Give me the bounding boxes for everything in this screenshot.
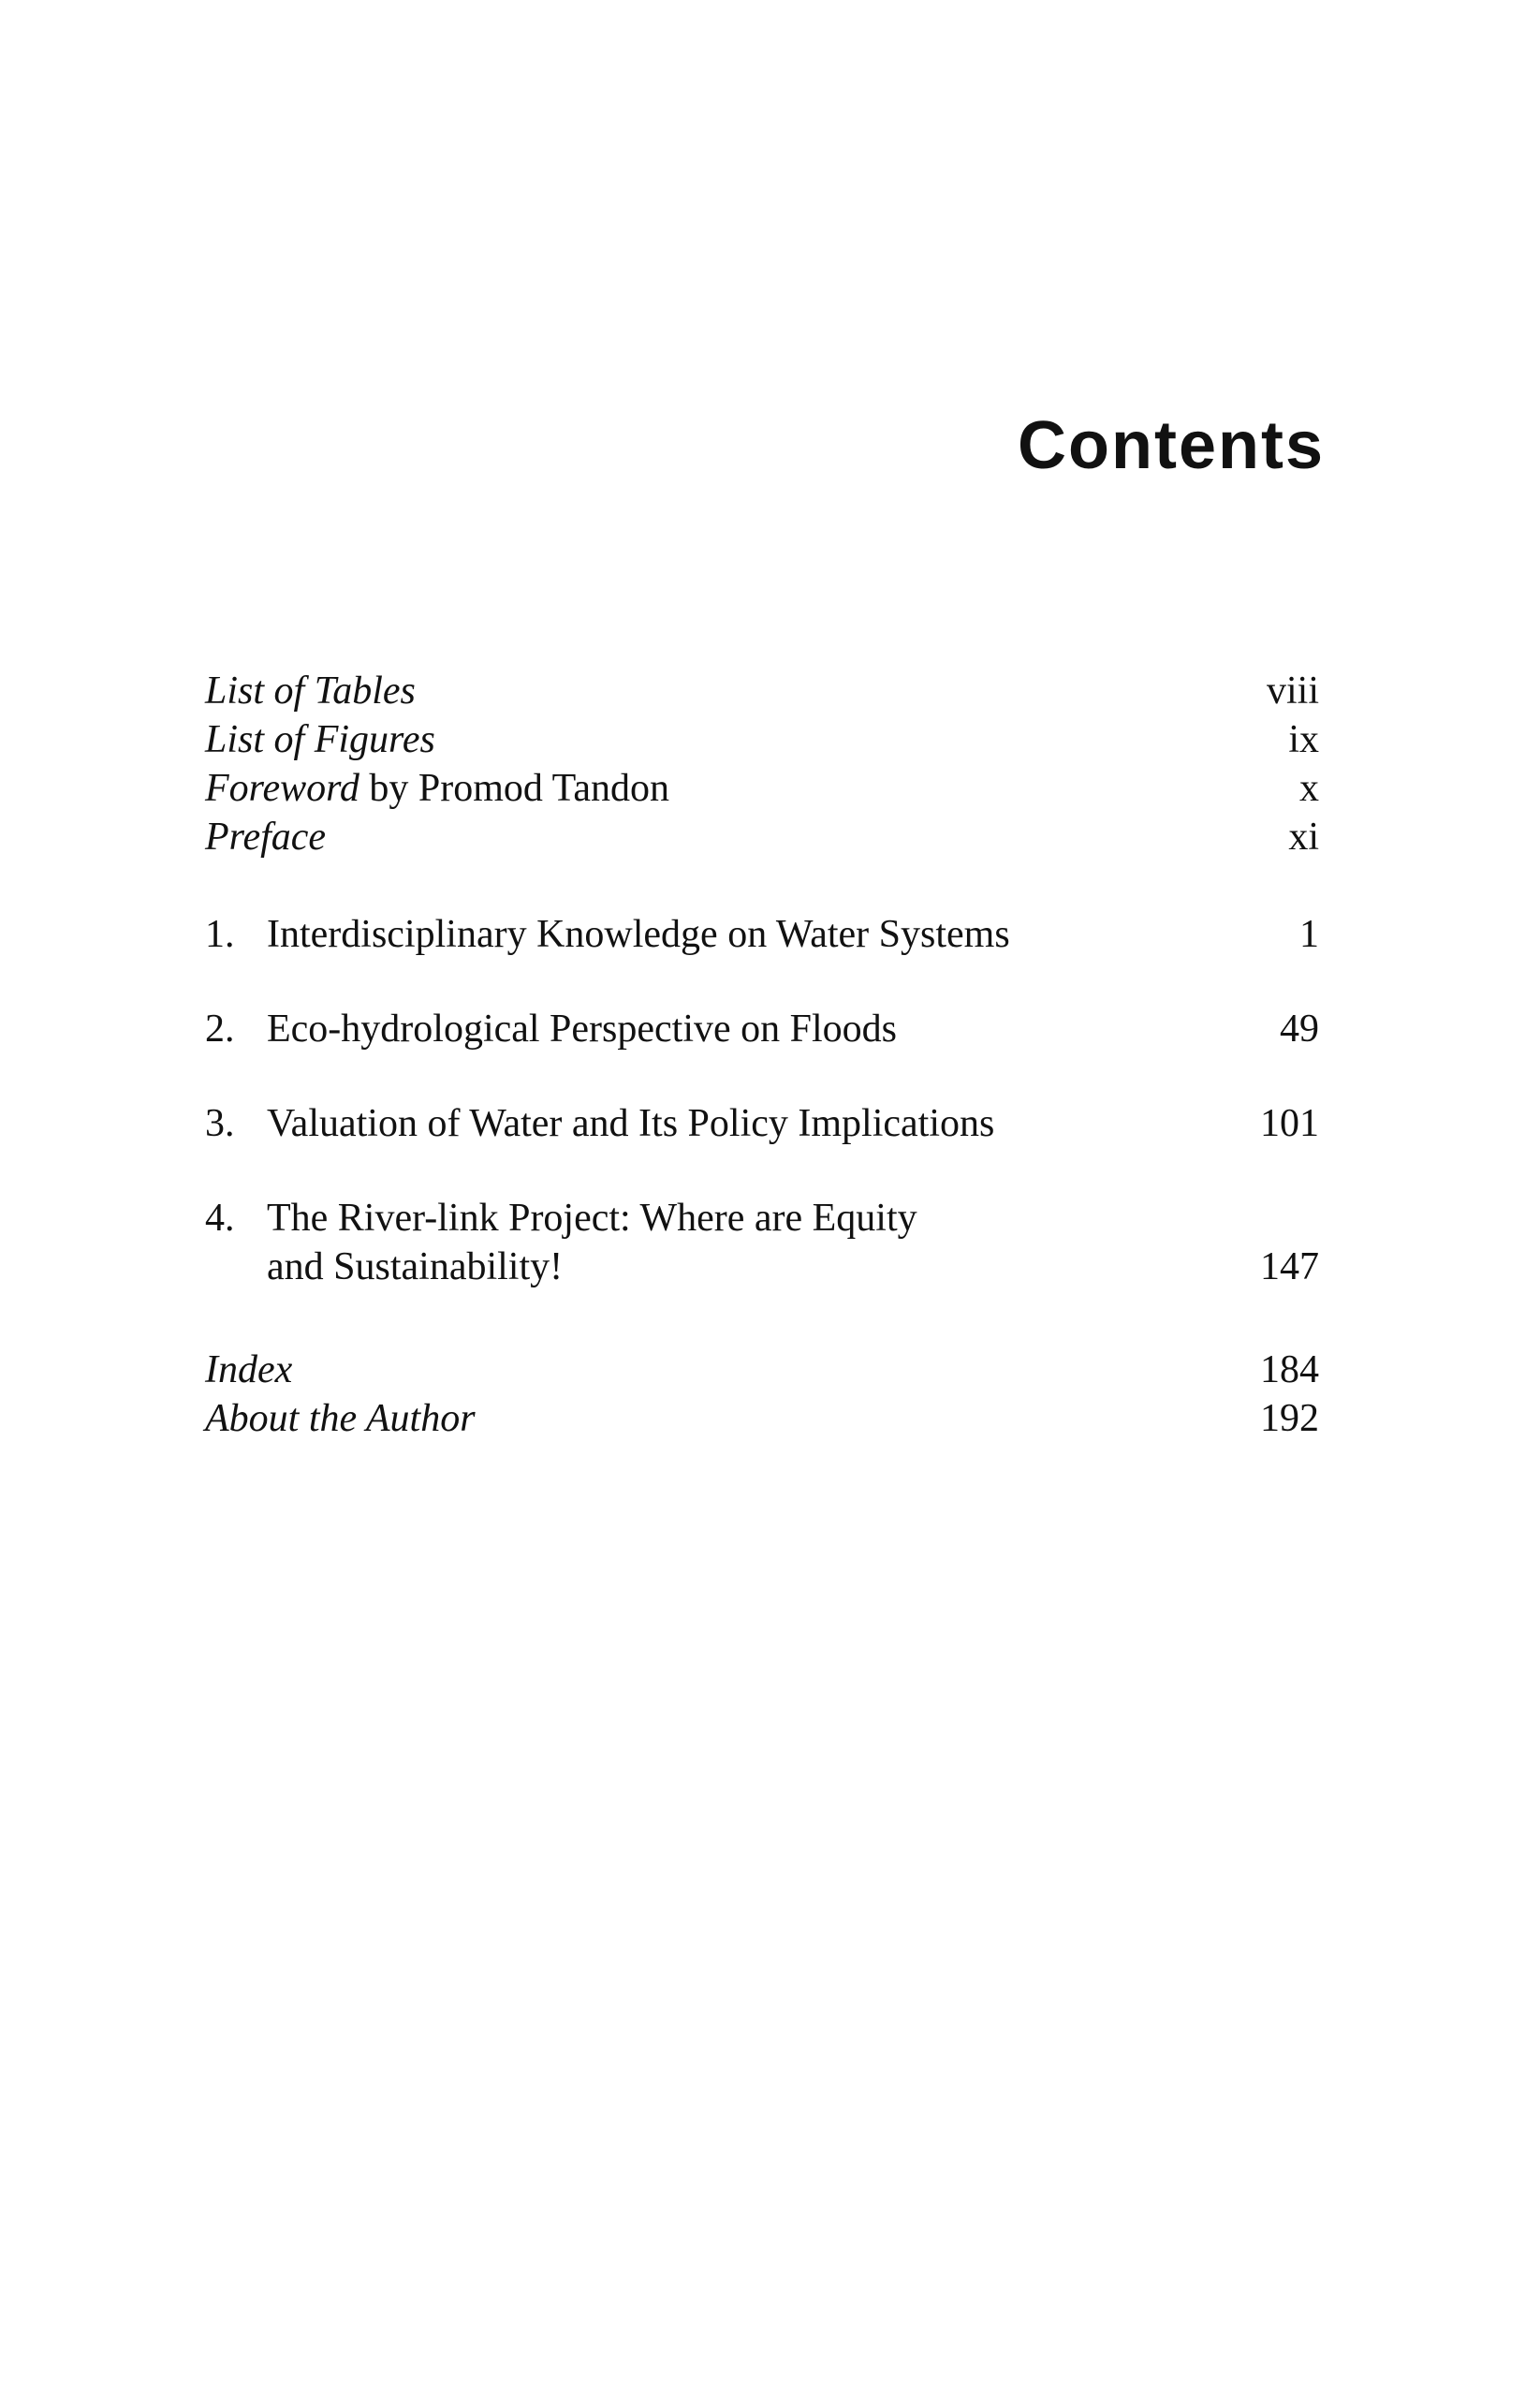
toc-entry-label: Foreword by Promod Tandon bbox=[205, 767, 670, 810]
toc-entry-label bbox=[205, 1099, 994, 1148]
spacer bbox=[205, 1053, 1319, 1099]
toc-entry-page: 147 bbox=[1260, 1245, 1319, 1288]
toc-entry-preface[interactable] bbox=[205, 813, 1319, 861]
table-of-contents bbox=[205, 667, 1319, 1443]
toc-entry-list-of-tables[interactable] bbox=[205, 667, 1319, 715]
chapter-number: 2. bbox=[205, 1008, 235, 1051]
toc-entry-label bbox=[205, 1005, 897, 1053]
spacer bbox=[205, 959, 1319, 1005]
toc-entry-foreword[interactable] bbox=[205, 764, 1319, 813]
spacer bbox=[205, 1291, 1319, 1346]
toc-entry-chapter-1[interactable] bbox=[205, 910, 1319, 959]
toc-entry-label: List of Figures bbox=[205, 718, 435, 761]
chapter-title: Eco-hydrological Perspective on Floods bbox=[267, 1008, 898, 1051]
toc-entry-about-the-author[interactable] bbox=[205, 1394, 1319, 1443]
toc-entry-page: viii bbox=[1266, 669, 1319, 713]
toc-entry-label bbox=[205, 910, 1010, 959]
chapter-number: 3. bbox=[205, 1102, 235, 1145]
toc-entry-list-of-figures[interactable] bbox=[205, 715, 1319, 764]
chapter-title-line-2: and Sustainability! bbox=[267, 1245, 564, 1288]
chapter-number: 1. bbox=[205, 913, 235, 956]
chapter-title: Valuation of Water and Its Policy Implications bbox=[267, 1102, 995, 1145]
toc-entry-chapter-4[interactable] bbox=[205, 1194, 1319, 1291]
toc-entry-page: ix bbox=[1288, 718, 1319, 761]
chapter-title-line-1: The River-link Project: Where are Equity bbox=[267, 1197, 917, 1240]
chapter-number: 4. bbox=[205, 1197, 235, 1240]
spacer bbox=[205, 1148, 1319, 1194]
toc-entry-page: xi bbox=[1288, 816, 1319, 859]
toc-entry-label-line-2 bbox=[205, 1243, 1319, 1291]
toc-entry-page: 192 bbox=[1260, 1397, 1319, 1440]
toc-entry-label: Preface bbox=[205, 816, 327, 859]
toc-entry-page: 101 bbox=[1260, 1102, 1319, 1145]
toc-entry-label-line-1 bbox=[205, 1194, 1319, 1243]
toc-entry-page: x bbox=[1299, 767, 1319, 810]
toc-entry-chapter-3[interactable] bbox=[205, 1099, 1319, 1148]
toc-entry-label: List of Tables bbox=[205, 669, 416, 713]
toc-entry-page: 184 bbox=[1260, 1348, 1319, 1391]
chapter-title: Interdisciplinary Knowledge on Water Systems bbox=[267, 913, 1010, 956]
toc-entry-chapter-2[interactable] bbox=[205, 1005, 1319, 1053]
toc-entry-page: 49 bbox=[1280, 1008, 1319, 1051]
toc-entry-label: About the Author bbox=[205, 1397, 476, 1440]
toc-entry-index[interactable] bbox=[205, 1346, 1319, 1394]
spacer bbox=[205, 861, 1319, 910]
page-title: Contents bbox=[1018, 408, 1325, 483]
toc-entry-label: Index bbox=[205, 1348, 293, 1391]
toc-entry-page: 1 bbox=[1299, 913, 1319, 956]
